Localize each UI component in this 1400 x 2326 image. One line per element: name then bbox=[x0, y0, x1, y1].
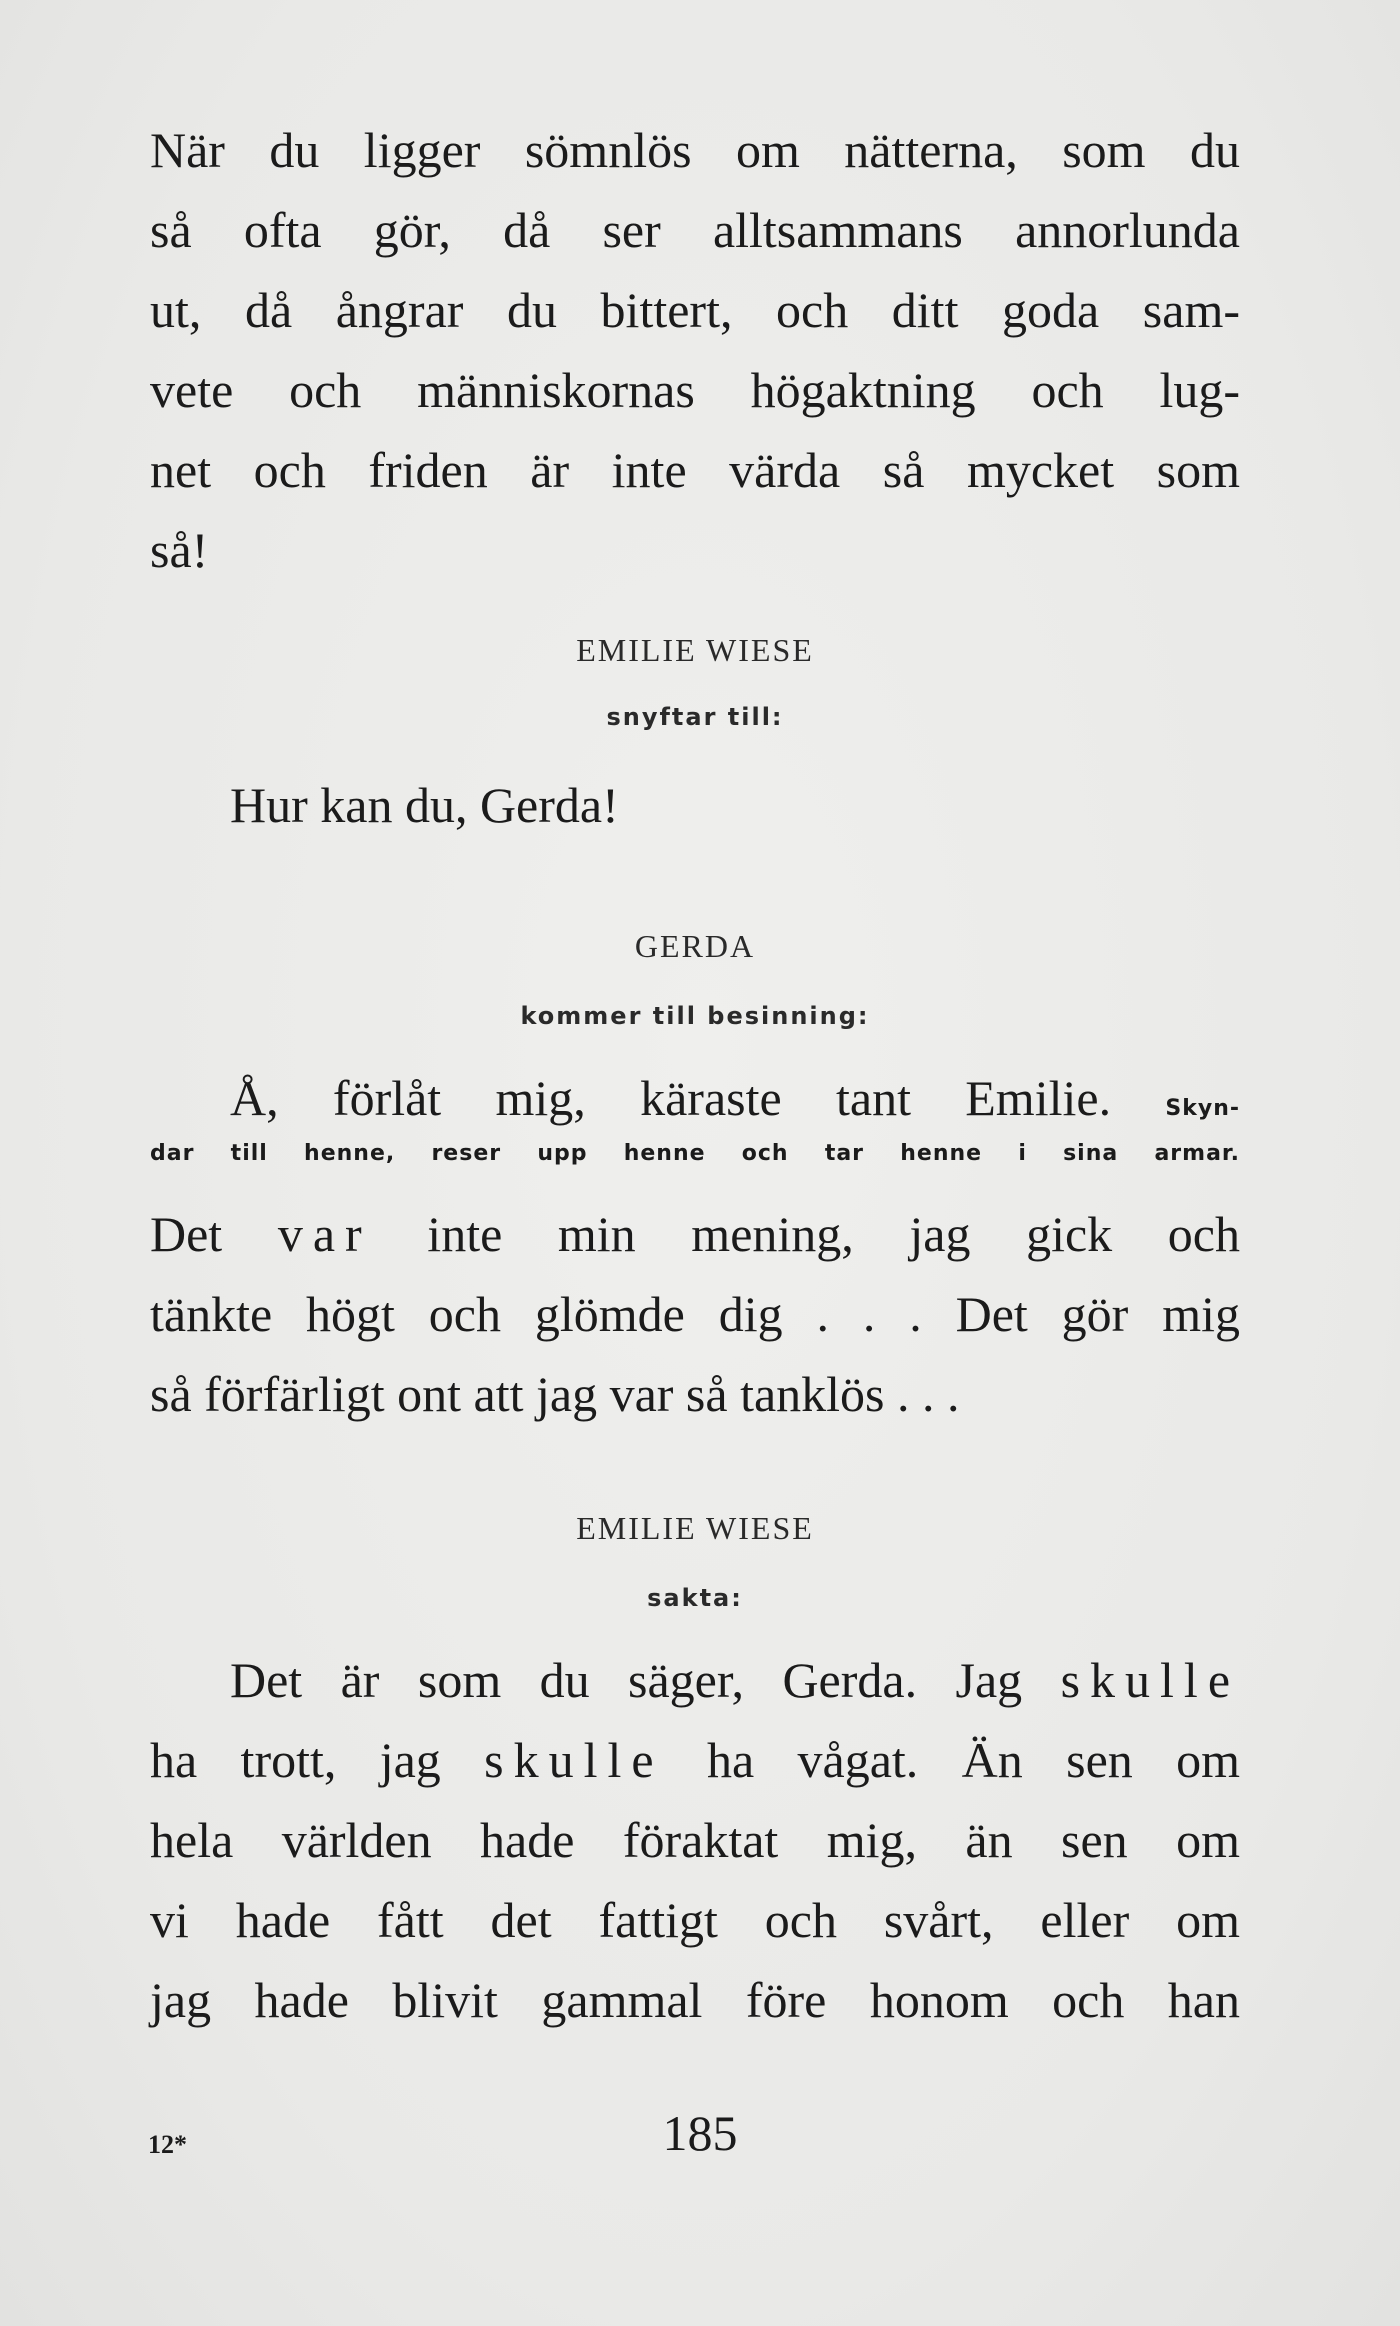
paragraph-gerda-opening bbox=[150, 110, 1240, 590]
stage-direction: sakta: bbox=[647, 1584, 743, 1612]
text-line: net och friden är inte värda så mycket som bbox=[150, 442, 1240, 498]
text-line: jag hade blivit gammal före honom och han bbox=[150, 1972, 1240, 2028]
text-line: vete och människornas högaktning och lug- bbox=[150, 362, 1240, 418]
paragraph-emilie-reply bbox=[150, 765, 1240, 845]
stage-direction-line: dar till henne, reser upp henne och tar henne i sina armar. bbox=[150, 1141, 1240, 1166]
speech-text: inte min mening, jag gick och bbox=[427, 1206, 1240, 1262]
speech-text: Det är som du säger, Gerda. Jag bbox=[230, 1652, 1023, 1708]
speech-text: Det bbox=[150, 1206, 223, 1262]
text-line: vi hade fått det fattigt och svårt, eller om bbox=[150, 1892, 1240, 1948]
text-line: hela världen hade föraktat mig, än sen om bbox=[150, 1812, 1240, 1868]
text-line bbox=[150, 1194, 1240, 1274]
stage-direction: kommer till besinning: bbox=[520, 1002, 870, 1030]
stage-direction: snyftar till: bbox=[606, 703, 784, 731]
speaker-name-gerda: GERDA bbox=[634, 928, 756, 964]
page-number: 185 bbox=[662, 2105, 738, 2161]
text-line: så ofta gör, då ser alltsammans annorlunda bbox=[150, 202, 1240, 258]
speaker-name-emilie: EMILIE WIESE bbox=[576, 632, 814, 668]
speech-text: ha trott, jag bbox=[150, 1732, 441, 1788]
text-line: När du ligger sömnlös om nätterna, som du bbox=[150, 122, 1240, 178]
text-line bbox=[150, 1062, 1240, 1134]
text-line bbox=[150, 1640, 1240, 1720]
speech-text: ha vågat. Än sen om bbox=[706, 1732, 1241, 1788]
speaker-name-emilie: EMILIE WIESE bbox=[576, 1510, 814, 1546]
paragraph-emilie-reflection bbox=[150, 1640, 1240, 2040]
text-line: ut, då ångrar du bittert, och ditt goda sam- bbox=[150, 282, 1240, 338]
signature-mark: 12* bbox=[148, 2130, 187, 2159]
speech-text: Å, förlåt mig, käraste tant Emilie. bbox=[230, 1070, 1112, 1126]
text-line: Hur kan du, Gerda! bbox=[230, 777, 619, 833]
text-line: så förfärligt ont att jag var så tanklös . . . bbox=[150, 1366, 960, 1422]
emphasized-word: var bbox=[277, 1206, 372, 1262]
stage-direction-inline: Skyn- bbox=[1165, 1096, 1240, 1121]
text-line: så! bbox=[150, 522, 209, 578]
paragraph-gerda-apology bbox=[150, 1062, 1240, 1434]
text-line bbox=[150, 1720, 1240, 1800]
emphasized-word: skulle bbox=[484, 1732, 664, 1788]
text-line: tänkte högt och glömde dig . . . Det gör mig bbox=[150, 1286, 1240, 1342]
emphasized-word: skulle bbox=[1060, 1652, 1241, 1708]
